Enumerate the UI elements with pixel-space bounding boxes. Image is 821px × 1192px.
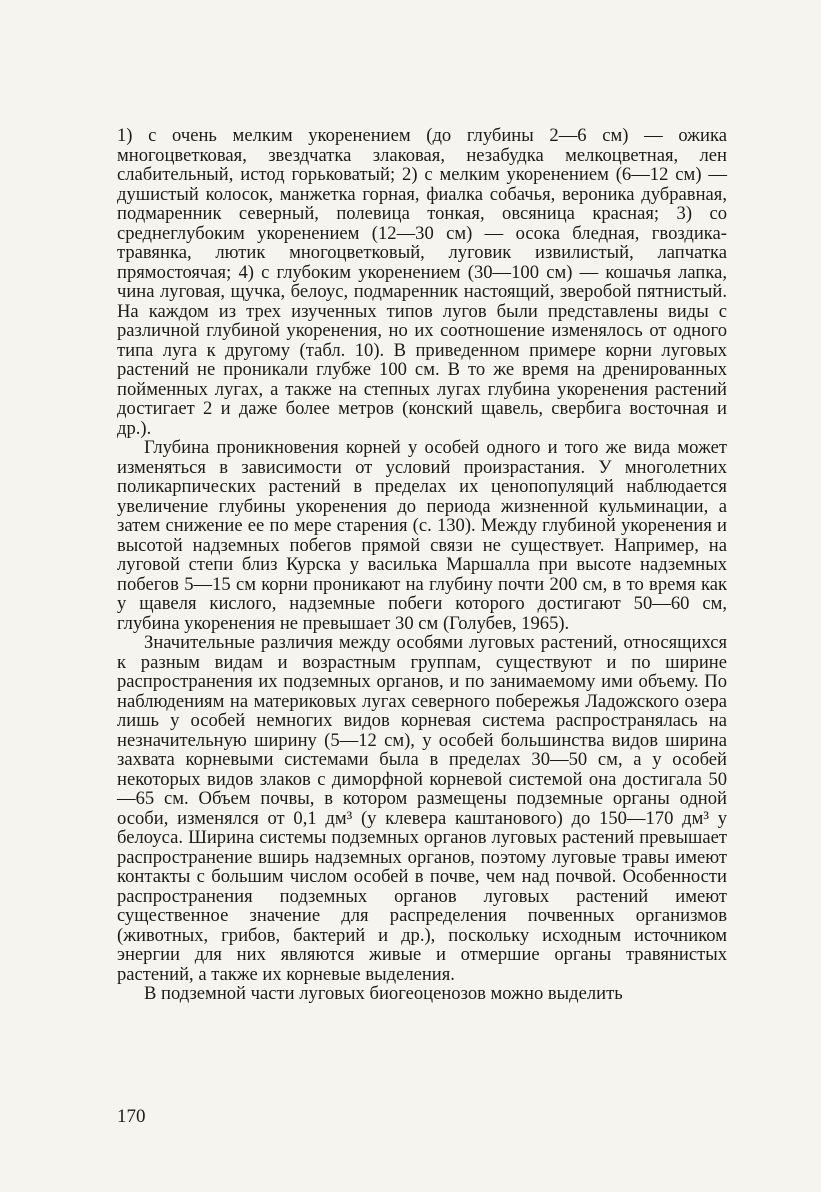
page-number: 170 — [117, 1106, 146, 1127]
paragraph-2: Глубина проникновения корней у особей одного и того же вида может изменяться в зависимости от условий произрастания. У многолетних поликарпических растений в пределах их ценопопуляций наблюдается увеличение глубины укоренения до периода жизненной кульминации, а затем снижение ее по мере старения (с. 130). Между глубиной укоренения и высотой надземных побегов прямой связи не существует. Например, на луговой степи близ Курска у василька Маршалла при высоте надземных побегов 5—15 см корни проникают на глубину почти 200 см, в то время как у щавеля кислого, надземные побеги которого достигают 50—60 см, глубина укоренения не превышает 30 см (Голубев, 1965). — [117, 437, 727, 634]
paragraph-3: Значительные различия между особями луговых растений, относящихся к разным видам и возрастным группам, существуют и по ширине распространения их подземных органов, и по занимаемому ими объему. По наблюдениям на материковых лугах северного побережья Ладожского озера лишь у особей немногих видов корневая система распространялась на незначительную ширину (5—12 см), у особей большинства видов ширина захвата корневыми системами была в пределах 30—50 см, а у особей некоторых видов злаков с диморфной корневой системой она достигала 50—65 см. Объем почвы, в котором размещены подземные органы одной особи, изменялся от 0,1 дм³ (у клевера каштанового) до 150—170 дм³ у белоуса. Ширина системы подземных органов луговых растений превышает распространение вширь надземных органов, поэтому луговые травы имеют контакты с большим числом особей в почве, чем над почвой. Особенности распространения подземных органов луговых растений имеют существенное значение для распределения почвенных организмов (животных, грибов, бактерий и др.), поскольку исходным источником энергии для них являются живые и отмершие органы травянистых растений, а также их корневые выделения. — [117, 632, 727, 985]
paragraph-1: 1) с очень мелким укоренением (до глубины 2—6 см) — ожика многоцветковая, звездчатка злаковая, незабудка мелкоцветная, лен слабительный, истод горьковатый; 2) с мелким укоренением (6—12 см) — душистый колосок, манжетка горная, фиалка собачья, вероника дубравная, подмаренник северный, полевица тонкая, овсяница красная; 3) со среднеглубоким укоренением (12—30 см) — осока бледная, гвоздика-травянка, лютик многоцветковый, луговик извилистый, лапчатка прямостоячая; 4) с глубоким укоренением (30—100 см) — кошачья лапка, чина луговая, щучка, белоус, подмаренник настоящий, зверобой пятнистый. На каждом из трех изученных типов лугов были представлены виды с различной глубиной укоренения, но их соотношение изменялось от одного типа луга к другому (табл. 10). В приведенном примере корни луговых растений не проникали глубже 100 см. В то же время на дренированных пойменных лугах, а также на степных лугах глубина укоренения растений достигает 2 и даже более метров (конский щавель, свербига восточная и др.). — [117, 125, 727, 439]
paragraph-4: В подземной части луговых биогеоценозов можно выделить — [144, 983, 623, 1004]
page-text — [117, 126, 727, 1004]
